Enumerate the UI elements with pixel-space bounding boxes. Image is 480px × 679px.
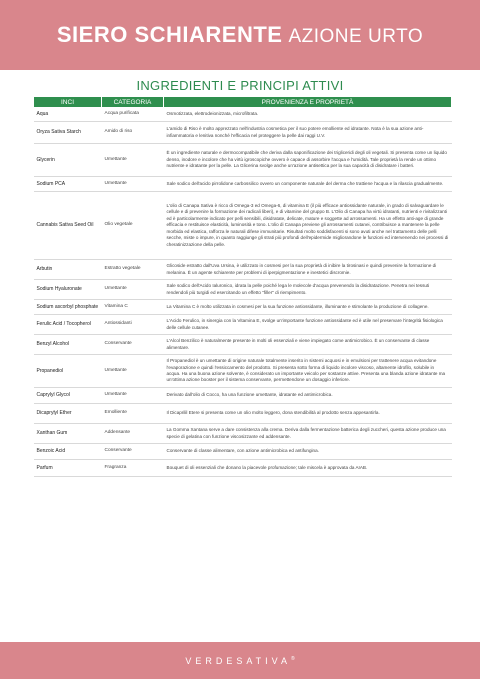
table-row xyxy=(34,460,452,477)
cat-cell: Umettante xyxy=(102,280,164,300)
table-header-row xyxy=(34,97,452,108)
table-row xyxy=(34,424,452,444)
cat-cell: Addensante xyxy=(102,424,164,444)
header-banner xyxy=(0,0,480,70)
table-row xyxy=(34,144,452,177)
inci-cell: Caprylyl Glycol xyxy=(34,388,102,404)
inci-cell: Oryza Sativa Starch xyxy=(34,122,102,144)
table-row xyxy=(34,315,452,335)
product-title xyxy=(57,22,423,48)
table-row xyxy=(34,300,452,315)
desc-cell: Il Dicaprilil Etere si presenta come un olio molto leggero, dona stendibilità al prodotto senza appesantirla. xyxy=(164,404,452,424)
product-name: SIERO SCHIARENTE xyxy=(56,22,283,47)
footer-banner xyxy=(0,642,480,679)
desc-cell: Bouquet di oli essenziali che donano la piacevole profumazione; tale miscela è approvata da AIAB. xyxy=(164,460,452,477)
table-row xyxy=(34,335,452,355)
cat-cell: Acqua purificata xyxy=(102,108,164,122)
cat-cell: Conservante xyxy=(102,335,164,355)
table-row xyxy=(34,404,452,424)
cat-cell: Conservante xyxy=(102,444,164,460)
cat-cell: Antiossidanti xyxy=(102,315,164,335)
inci-cell: Parfum xyxy=(34,460,102,477)
desc-cell: L'amido di Riso è molto apprezzato nell'industria cosmetica per il suo potere emolliente ed idratante. Nota è la sua azione anti-infiammatoria e lenitiva nonché l'efficacia nel proteggere la pelle dai raggi U.V. xyxy=(164,122,452,144)
desc-cell: È un ingrediente naturale e dermocompatibile che deriva dalla saponificazione dei trigliceridi degli oli vegetali. Si presenta come un liquido denso, inodore e incolore che ha virtù igroscopiche ovvero è capace di assorbire l'acqua e l'umidità. Tale proprietà la rende un ottimo nutriente e idratante per la pelle. La Glicerina svolge anche un'azione antisettica per la sua capacità di disidratare i batteri. xyxy=(164,144,452,177)
desc-cell: L'Acido Ferulico, in sinergia con la Vitamina E, svolge un'importante funzione antiossidante ed è utile nel preservare l'integrità fisiologica delle cellule cutanee. xyxy=(164,315,452,335)
inci-cell: Xanthan Gum xyxy=(34,424,102,444)
inci-cell: Dicaprylyl Ether xyxy=(34,404,102,424)
table-row xyxy=(34,260,452,280)
table-row xyxy=(34,192,452,260)
desc-cell: Glicoside estratto dall'Uva Ursina, è utilizzato in cosmesi per la sua proprietà di inibire la tirosinasi e quindi prevenire la formazione di melanina. È un agente schiarente per problemi di iperpigmentazione e inestetici discromie. xyxy=(164,260,452,280)
table-row xyxy=(34,177,452,192)
cat-cell: Emolliente xyxy=(102,404,164,424)
cat-cell: Umettante xyxy=(102,388,164,404)
table-row xyxy=(34,355,452,388)
inci-cell: Ferulic Acid / Tocopherol xyxy=(34,315,102,335)
inci-cell: Aqua xyxy=(34,108,102,122)
cat-cell: Umettante xyxy=(102,177,164,192)
inci-cell: Sodium PCA xyxy=(34,177,102,192)
cat-cell: Fragranza xyxy=(102,460,164,477)
inci-cell: Sodium Hyaluronate xyxy=(34,280,102,300)
cat-cell: Umettante xyxy=(102,144,164,177)
desc-cell: La Gomma Xantana serve a dare consistenza alla crema. Deriva dalla fermentazione batterica degli zuccheri, questa azione produce una specie di gelatina con funzione viscosizzante ed addensante. xyxy=(164,424,452,444)
cat-cell: Estratto vegetale xyxy=(102,260,164,280)
table-row xyxy=(34,122,452,144)
registered-mark: ® xyxy=(291,655,295,662)
desc-cell: Conservante di classe alimentare, con azione antimicrobica ed antifungina. xyxy=(164,444,452,460)
desc-cell: Sale sodico dell'Acido Ialuronico, idrata la pelle poiché lega le molecole d'acqua prevenendo la disidratazione. Penetra nei tessuti rendendoli più turgidi ed esercitando un effetto "filler" di riempimento. xyxy=(164,280,452,300)
desc-cell: Il Propanediol è un umettante di origine naturale totalmente inserito in sistemi acquosi e in emulsioni per trattenere acqua evitandone l'evaporazione e quindi l'essiccamento del prodotto. Si presenta sotto forma di liquido incolore viscoso, altamente idrofilo, solubile in acqua. Ha una buona azione solvente, è considerato un importante veicolo per sostanze attive. Presenta una blanda azione idratante ma un'ottima azione booster per il sistema conservante, permettendone un dosaggio inferiore. xyxy=(164,355,452,388)
cat-cell: Amido di riso xyxy=(102,122,164,144)
table-row xyxy=(34,108,452,122)
inci-cell: Sodium ascorbyl phosphate xyxy=(34,300,102,315)
inci-cell: Arbutin xyxy=(34,260,102,280)
product-subtitle: AZIONE URTO xyxy=(288,26,424,47)
brand-logo xyxy=(185,656,294,666)
table-row xyxy=(34,388,452,404)
section-title: INGREDIENTI E PRINCIPI ATTIVI xyxy=(136,78,344,93)
inci-cell: Benzyl Alcohol xyxy=(34,335,102,355)
table-row xyxy=(34,280,452,300)
ingredients-table xyxy=(33,96,452,477)
desc-cell: Sale sodico dell'acido pirrolidone carbossilico ovvero un componente naturale del derma che trattiene l'acqua e la rilascia gradualmente. xyxy=(164,177,452,192)
desc-cell: La Vitamina C è molto utilizzata in cosmesi per la sua funzione antiossidante, illuminante e stimolante la produzione di collagene. xyxy=(164,300,452,315)
cat-cell: Umettante xyxy=(102,355,164,388)
cat-cell: Olio vegetale xyxy=(102,192,164,260)
desc-cell: L'olio di Canapa Sativa è ricco di Omega-3 ed Omega-6, di vitamina E (il più efficace antiossidante naturale, in grado di salvaguardare le cellule e di prevenire la formazione dei radicali liberi), e di vitamine del gruppo B. L'Olio di Canapa ha virtù idratanti, nutrienti e rivitalizzanti ed è particolarmente indicato per pelli sensibili, disidratate, delicate, mature e soggette ad arrossamenti. Ha un effetto anti-age di grande efficacia e restituisce elasticità, luminosità e tono. L'olio di Canapa previene gli arrossamenti cutanei, contribuisce a mantenere la pelle morbida ed elastica, rafforza le naturali difese immunitarie. Risultati molto soddisfacenti si sono avuti anche nel trattamento delle pelli secche, miste o impure, in quanto raggiunge gli strati più profondi dell'epidermide migliorandone le funzioni ed intervenendo nei processi di cheratinizzazione della pelle. xyxy=(164,192,452,260)
inci-cell: Propanediol xyxy=(34,355,102,388)
inci-cell: Benzoic Acid xyxy=(34,444,102,460)
inci-cell: Glycerin xyxy=(34,144,102,177)
cat-cell: Vitamina C xyxy=(102,300,164,315)
brand-name: VERDESATIVA xyxy=(185,655,291,666)
inci-cell: Cannabis Sativa Seed Oil xyxy=(34,192,102,260)
column-header-inci: INCI xyxy=(34,97,102,108)
desc-cell: L'Alcol Benzilico è naturalmente presente in molti oli essenziali e viene impiegato come antimicrobico. È un conservante di classe alimentare. xyxy=(164,335,452,355)
column-header-properties: PROVENIENZA E PROPRIETÀ xyxy=(164,97,452,108)
column-header-category: CATEGORIA xyxy=(102,97,164,108)
desc-cell: Osmotizzata, elettrodeionizzata, microfiltrata. xyxy=(164,108,452,122)
desc-cell: Derivato dall'olio di Cocco, ha una funzione umettante, idratante ed antimicrobica. xyxy=(164,388,452,404)
table-row xyxy=(34,444,452,460)
